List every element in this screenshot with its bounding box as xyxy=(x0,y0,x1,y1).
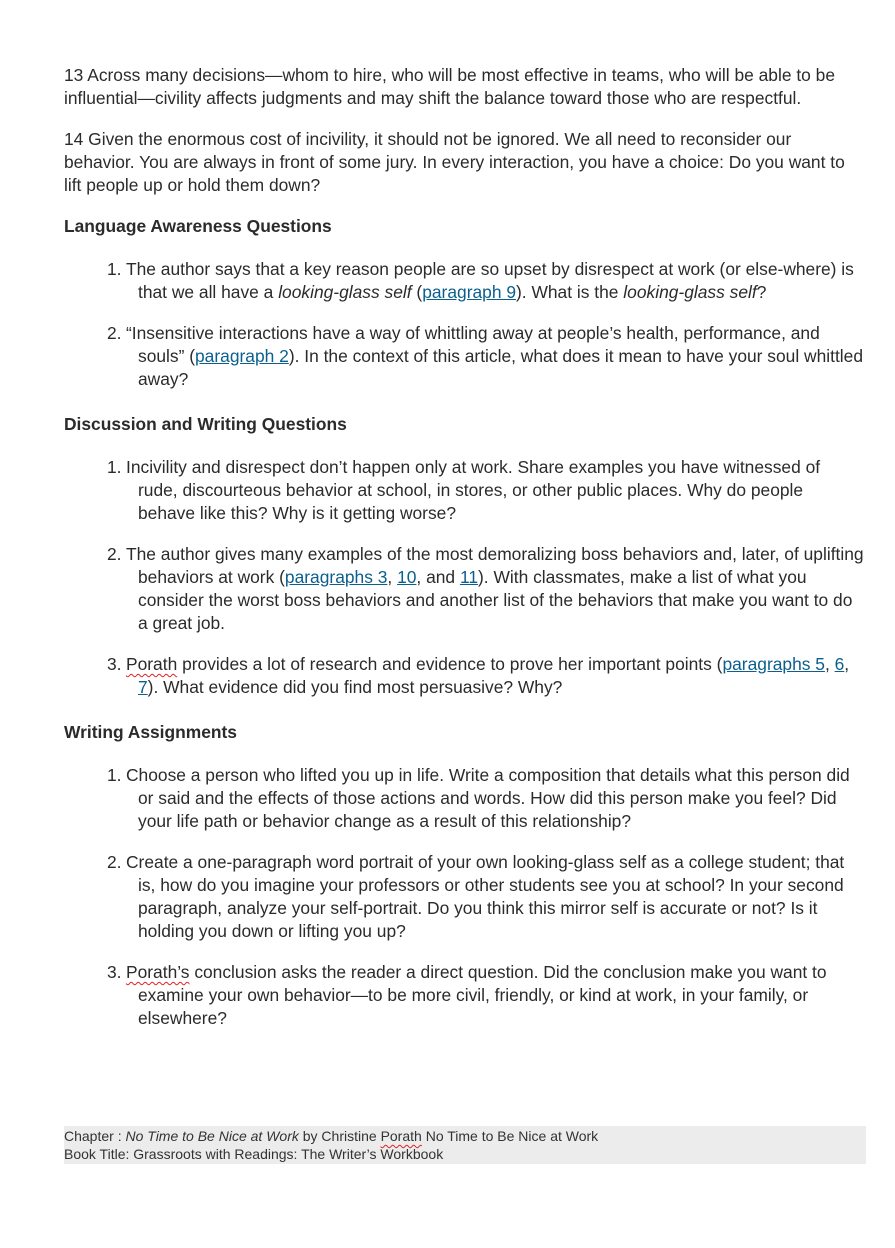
list-item: 3. Porath’s conclusion asks the reader a direct question. Did the conclusion make you want to examine your own behavior—to be more civil, friendly, or kind at work, in your family, or elsewhere? xyxy=(107,962,827,1028)
writing-assignments-heading: Writing Assignments xyxy=(64,722,237,742)
discussion-list xyxy=(64,456,864,699)
list-item: 2. “Insensitive interactions have a way of whittling away at people’s health, performance, and souls” (paragraph 2). In the context of this article, what does it mean to have your soul whittled away? xyxy=(107,323,864,389)
paragraph-link[interactable]: paragraph 2 xyxy=(195,346,289,366)
list-number: 1. xyxy=(107,765,122,785)
list-item: 3. Porath provides a lot of research and evidence to prove her important points (paragraphs 5, 6, 7). What evidence did you find most persuasive? Why? xyxy=(107,654,850,697)
emphasis: looking-glass self xyxy=(278,282,412,302)
spellcheck-word: Porath xyxy=(126,654,178,674)
list-item: 2. The author gives many examples of the most demoralizing boss behaviors and, later, of uplifting behaviors at work (paragraphs 3, 10, and 11). With classmates, make a list of what you consider the worst boss behaviors and another list of the behaviors that make you want to do a great job. xyxy=(107,544,864,633)
paragraph-link[interactable]: paragraphs 3 xyxy=(284,567,388,587)
paragraph-link[interactable]: 7 xyxy=(138,677,148,697)
list-item: 1. Incivility and disrespect don’t happen only at work. Share examples you have witnessed of rude, discourteous behavior at school, in stores, or other public places. Why do people behave like this? Why is it getting worse? xyxy=(107,457,821,523)
list-item: 2. Create a one-paragraph word portrait of your own looking-glass self as a college student; that is, how do you imagine your professors or other students see you at school? In your second paragraph, analyze your self-portrait. Do you think this mirror self is accurate or not? Is it holding you down or lifting you up? xyxy=(107,852,845,941)
paragraph-link[interactable]: 6 xyxy=(834,654,845,674)
emphasis: looking-glass self xyxy=(623,282,757,302)
spellcheck-word: Porath xyxy=(380,1128,422,1144)
list-number: 2. xyxy=(107,852,122,872)
paragraph-link[interactable]: 10 xyxy=(397,567,417,587)
list-number: 1. xyxy=(107,259,122,279)
list-number: 2. xyxy=(107,323,122,343)
footer-book-line: Book Title: Grassroots with Readings: The Writer’s Workbook xyxy=(64,1146,444,1162)
list-number: 1. xyxy=(107,457,122,477)
paragraph-13: 13 Across many decisions—whom to hire, who will be most effective in teams, who will be able to be influential—civility affects judgments and may shift the balance toward those who are respectful. xyxy=(64,65,836,108)
list-item: 1. Choose a person who lifted you up in life. Write a composition that details what this person did or said and the effects of those actions and words. How did this person make you feel? Did your life path or behavior change as a result of this relationship? xyxy=(107,765,850,831)
language-awareness-list xyxy=(64,258,864,391)
list-number: 3. xyxy=(107,654,122,674)
paragraph-link[interactable]: paragraph 9 xyxy=(422,282,517,302)
paragraph-14: 14 Given the enormous cost of incivility, it should not be ignored. We all need to reconsider our behavior. You are always in front of some jury. In every interaction, you have a choice: Do you want to lift people up or hold them down? xyxy=(64,129,845,195)
writing-assignments-list xyxy=(64,764,864,1030)
page-footer xyxy=(64,1126,866,1164)
footer-chapter-line: Chapter : No Time to Be Nice at Work by Christine Porath No Time to Be Nice at Work xyxy=(64,1128,599,1144)
spellcheck-word: Porath’s xyxy=(126,962,190,982)
document-page xyxy=(64,64,864,1052)
list-number: 3. xyxy=(107,962,122,982)
list-number: 2. xyxy=(107,544,122,564)
chapter-title: No Time to Be Nice at Work xyxy=(125,1128,299,1144)
list-item: 1. The author says that a key reason people are so upset by disrespect at work (or else-where) is that we all have a looking-glass self (paragraph 9). What is the looking-glass self? xyxy=(107,259,854,302)
paragraph-link[interactable]: 11 xyxy=(459,567,478,587)
paragraph-link[interactable]: paragraphs 5 xyxy=(722,654,825,674)
language-awareness-heading: Language Awareness Questions xyxy=(64,216,332,236)
discussion-heading: Discussion and Writing Questions xyxy=(64,414,347,434)
